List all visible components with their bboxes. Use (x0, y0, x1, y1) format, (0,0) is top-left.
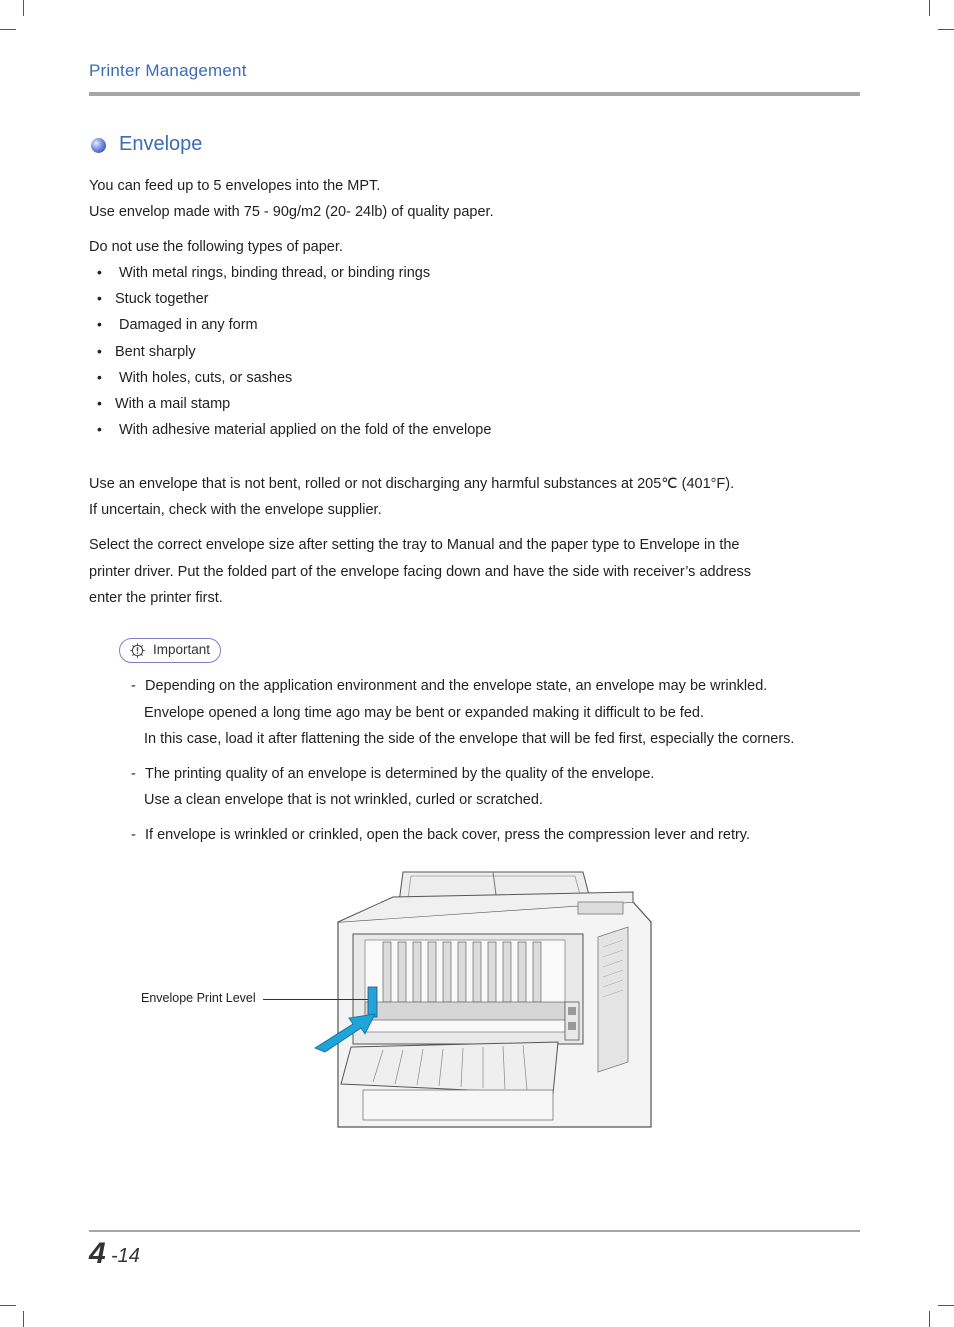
bullet-dot: • (97, 316, 102, 332)
footer-rule (89, 1230, 860, 1232)
section-title: Envelope (119, 133, 203, 155)
note-line: Envelope opened a long time ago may be bent or expanded making it difficult to be fed. (144, 705, 704, 721)
do-not-use-lead: Do not use the following types of paper. (89, 239, 343, 255)
crop-mark (938, 29, 954, 30)
printer-rear-illustration (303, 862, 653, 1134)
running-header: Printer Management (89, 61, 247, 80)
crop-mark (938, 1305, 954, 1306)
list-item: Stuck together (115, 291, 209, 307)
important-label: Important (153, 642, 211, 657)
section-bullet-icon (91, 138, 106, 153)
note-line: In this case, load it after flattening the side of the envelope that will be fed first, especially the corners. (144, 731, 795, 747)
list-item: Damaged in any form (119, 317, 258, 333)
list-item: With holes, cuts, or sashes (119, 370, 293, 386)
note-dash: - (131, 678, 136, 694)
intro-line: Use envelop made with 75 - 90g/m2 (20- 24lb) of quality paper. (89, 204, 494, 220)
header-rule (89, 92, 860, 96)
crop-mark (23, 1311, 24, 1327)
callout-leader-line (263, 999, 368, 1000)
list-item: With adhesive material applied on the fold of the envelope (119, 422, 492, 438)
note-line: Depending on the application environment and the envelope state, an envelope may be wrinkled. (145, 678, 768, 694)
crop-mark (929, 1311, 930, 1327)
guidance-line: enter the printer first. (89, 590, 223, 606)
crop-mark (0, 29, 16, 30)
crop-mark (23, 0, 24, 16)
bullet-dot: • (97, 369, 102, 385)
bullet-dot: • (97, 395, 102, 411)
bullet-dot: • (97, 343, 102, 359)
note-dash: - (131, 766, 136, 782)
guidance-line: Select the correct envelope size after setting the tray to Manual and the paper type to Envelope in the (89, 537, 740, 553)
gear-alert-icon (129, 642, 146, 659)
crop-mark (929, 0, 930, 16)
list-item: With metal rings, binding thread, or binding rings (119, 265, 431, 281)
page-number: -14 (111, 1245, 140, 1267)
bullet-dot: • (97, 421, 102, 437)
note-dash: - (131, 827, 136, 843)
note-line: The printing quality of an envelope is determined by the quality of the envelope. (145, 766, 655, 782)
callout-label: Envelope Print Level (141, 991, 256, 1005)
note-line: If envelope is wrinkled or crinkled, open the back cover, press the compression lever and retry. (145, 827, 750, 843)
list-item: With a mail stamp (115, 396, 231, 412)
important-badge (119, 638, 221, 663)
bullet-dot: • (97, 264, 102, 280)
list-item: Bent sharply (115, 344, 196, 360)
bullet-dot: • (97, 290, 102, 306)
note-line: Use a clean envelope that is not wrinkled, curled or scratched. (144, 792, 543, 808)
page-chapter-number: 4 (89, 1237, 106, 1270)
guidance-line: If uncertain, check with the envelope supplier. (89, 502, 382, 518)
crop-mark (0, 1305, 16, 1306)
guidance-line: Use an envelope that is not bent, rolled or not discharging any harmful substances at 205℃ (401°F). (89, 476, 735, 492)
intro-line: You can feed up to 5 envelopes into the MPT. (89, 178, 381, 194)
guidance-line: printer driver. Put the folded part of the envelope facing down and have the side with receiver’s address (89, 564, 752, 580)
